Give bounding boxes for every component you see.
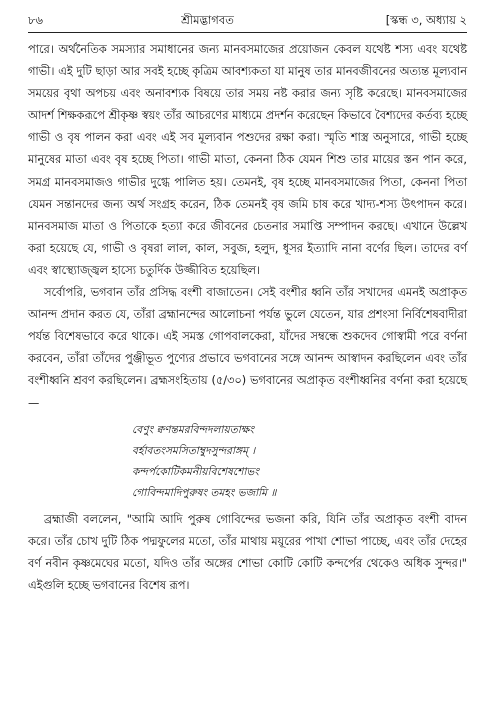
verse-line: বেণুং ক্বণন্তমরবিন্দদলায়তাক্ষং: [132, 423, 254, 436]
page-body: [28, 39, 467, 597]
paragraph-flute: সর্বোপরি, ভগবান তাঁর প্রসিদ্ধ বংশী বাজাতেন। সেই বংশীর ধ্বনি তাঁর সখাদের এমনই অপ্রাকৃত আনন্দ প্রদান করত যে, তাঁরা ব্রহ্মানন্দের আলোচনা পর্যন্ত ভুলে যেতেন, যার প্রশংসা নির্বিশেষবাদীরা পর্যন্ত বিশেষভাবে করে থাকে। এই সমস্ত গোপবালকেরা, যাঁদের সম্বন্ধে শুকদেব গোস্বামী পরে বর্ণনা করবেন, তাঁরা তাঁদের পুঞ্জীভূত পুণ্যের প্রভাবে ভগবানের সঙ্গে আনন্দ আস্বাদন করছিলেন এবং তাঁর বংশীধ্বনি শ্রবণ করছিলেন। ব্রহ্মসংহিতায় (৫/৩০) ভগবানের অপ্রাকৃত বংশীধ্বনির বর্ণনা করা হয়েছে—: [28, 286, 467, 410]
page-header: [28, 12, 467, 33]
paragraph-translation: ব্রহ্মাজী বললেন, "আমি আদি পুরুষ গোবিন্দের ভজনা করি, যিনি তাঁর অপ্রাকৃত বংশী বাদন করে। তাঁর চোখ দুটি ঠিক পদ্মফুলের মতো, তাঁর মাথায় ময়ূরের পাখা শোভা পাচ্ছে, এবং তাঁর দেহের বর্ণ নবীন কৃষ্ণমেঘের মতো, যদিও তাঁর অঙ্গের শোভা কোটি কোটি কন্দর্পের থেকেও অধিক সুন্দর।" এইগুলি হচ্ছে ভগবানের বিশেষ রূপ।: [28, 512, 467, 592]
book-title: শ্রীমদ্ভাগবত: [181, 13, 234, 27]
page-number: ৮৬: [28, 13, 43, 27]
chapter-reference: [স্কন্ধ ৩, অধ্যায় ২: [385, 13, 467, 27]
paragraph-economics: পারে। অর্থনৈতিক সমস্যার সমাধানের জন্য মানবসমাজের প্রয়োজন কেবল যথেষ্ট শস্য এবং যথেষ্ট গাভী। এই দুটি ছাড়া আর সবই হচ্ছে কৃত্রিম আবশ্যকতা যা মানুষ তার মানবজীবনের অত্যন্ত মূল্যবান সময়ের বৃথা অপচয় এবং অনাবশ্যক বিষয়ে তার সময় নষ্ট করার জন্য সৃষ্টি করেছে। মানবসমাজের আদর্শ শিক্ষকরূপে শ্রীকৃষ্ণ স্বয়ং তাঁর আচরণের মাধ্যমে প্রদর্শন করেছেন কিভাবে বৈশ্যদের কর্তব্য হচ্ছে গাভী ও বৃষ পালন করা এবং এই সব মূল্যবান পশুদের রক্ষা করা। স্মৃতি শাস্ত্র অনুসারে, গাভী হচ্ছে মানুষের মাতা এবং বৃষ হচ্ছে পিতা। গাভী মাতা, কেননা ঠিক যেমন শিশু তার মায়ের স্তন পান করে, সমগ্র মানবসমাজও গাভীর দুগ্ধে পালিত হয়। তেমনই, বৃষ হচ্ছে মানবসমাজের পিতা, কেননা পিতা যেমন সন্তানদের জন্য অর্থ সংগ্রহ করেন, ঠিক তেমনই বৃষ জমি চাষ করে খাদ্য-শস্য উৎপাদন করে। মানবসমাজ মাতা ও পিতাকে হত্যা করে জীবনের চেতনার সমাপ্তি সম্পাদন করছে। এখানে উল্লেখ করা হয়েছে যে, গাভী ও বৃষরা লাল, কাল, সবুজ, হলুদ, ধূসর ইত্যাদি নানা বর্ণের ছিল। তাদের বর্ণ এবং স্বাস্থ্যোজ্জ্বল হাস্যে চতুর্দিক উজ্জীবিত হয়েছিল।: [28, 43, 467, 277]
sanskrit-verse: [132, 420, 467, 504]
verse-line: বর্হাবতংসমসিতাম্বুদসুন্দরাঙ্গম্ ।: [132, 444, 256, 457]
verse-line: গোবিন্দমাদিপুরুষং তমহং ভজামি ॥: [132, 486, 277, 499]
verse-line: কন্দর্পকোটিকমনীয়বিশেষশোভং: [132, 465, 259, 478]
